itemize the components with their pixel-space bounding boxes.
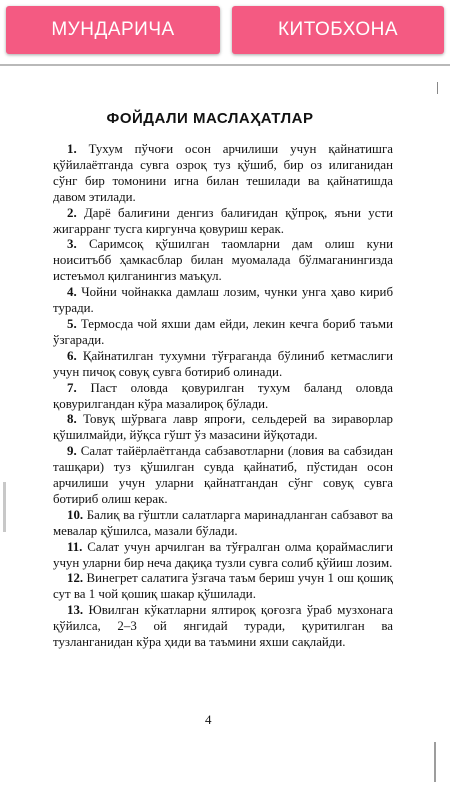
tip-item bbox=[53, 381, 393, 413]
tip-number: 6. bbox=[67, 348, 77, 363]
tip-item bbox=[53, 349, 393, 381]
scan-mark-right bbox=[434, 742, 436, 782]
tip-item bbox=[53, 508, 393, 540]
tip-text: Қайнатилган тухумни тўғраганда бўлиниб кетмаслиги учун пичоқ совуқ сувга ботириб олинади. bbox=[53, 348, 393, 379]
tip-number: 10. bbox=[67, 507, 84, 522]
tip-number: 5. bbox=[67, 316, 77, 331]
tip-text: Винегрет салатига ўзгача таъм бериш учун 1 ош қошиқ сут ва 1 чой қошиқ шакар қўшилади. bbox=[53, 571, 393, 602]
tip-number: 11. bbox=[67, 539, 83, 554]
tip-text: Балиқ ва гўштли салатларга маринадланган сабзавот ва мевалар қўшилса, мазали бўлади. bbox=[53, 507, 393, 538]
tip-text: Салат тайёрлаётганда сабзавотларни (ловия ва сабзидан ташқари) туз қўшилган сувда қайнатиб, пўстидан осон арчилиши учун уларни қайнатгандан сўнг совуқ сувга ботириб олиш керак. bbox=[53, 444, 393, 506]
tip-number: 4. bbox=[67, 285, 77, 300]
tip-text: Ювилган кўкатларни ялтироқ қоғозга ўраб музхонага қўйилса, 2–3 ой янгидай туради, қуритилган ва тузланганидан кўра ҳиди ва таъмини яхши сақлайди. bbox=[53, 603, 393, 650]
tip-item bbox=[53, 412, 393, 444]
tip-number: 9. bbox=[67, 444, 77, 459]
tip-text: Тухум пўчоғи осон арчилиши учун қайнатишга қўйилаётганда сувга озроқ туз қўшиб, бир оз илиганидан сўнг бир томонини игна билан тешилади ва қайнатишда давом этилади. bbox=[53, 142, 393, 204]
tip-item bbox=[53, 142, 393, 206]
tip-item bbox=[53, 285, 393, 317]
top-toolbar bbox=[0, 0, 450, 62]
contents-button[interactable]: МУНДАРИЧА bbox=[6, 6, 220, 54]
tip-number: 2. bbox=[67, 205, 77, 220]
tip-text: Салат учун арчилган ва тўғралган олма қораймаслиги учун уларни бир неча дақиқа тузли сувга солиб қўйиш лозим. bbox=[53, 539, 393, 570]
tip-item bbox=[53, 206, 393, 238]
scan-mark-right-top bbox=[437, 82, 438, 94]
tip-item bbox=[53, 237, 393, 285]
tip-number: 1. bbox=[67, 142, 77, 156]
library-button[interactable]: КИТОБХОНА bbox=[232, 6, 444, 54]
tip-text: Термосда чой яхши дам ейди, лекин кечга бориб таъми ўзгаради. bbox=[53, 316, 393, 347]
book-page bbox=[0, 62, 450, 800]
tip-item bbox=[53, 540, 393, 572]
tip-number: 13. bbox=[67, 603, 84, 618]
tip-number: 12. bbox=[67, 571, 84, 586]
tip-text: Чойни чойнакка дамлаш лозим, чунки унга ҳаво кириб туради. bbox=[53, 285, 393, 316]
tip-number: 7. bbox=[67, 380, 77, 395]
tip-text: Товуқ шўрвага лавр япроғи, сельдерей ва зираворлар қўшилмайди, йўқса гўшт ўз мазасини йўқотади. bbox=[53, 412, 394, 443]
page-scan-edge bbox=[0, 64, 450, 66]
page-number: 4 bbox=[205, 712, 212, 727]
tip-text: Дарё балиғини денгиз балиғидан қўпроқ, яъни усти жигарранг тусга киргунча қовуриш керак. bbox=[53, 205, 394, 236]
tip-item bbox=[53, 444, 393, 508]
tip-item bbox=[53, 317, 393, 349]
scan-mark-left bbox=[3, 482, 6, 532]
tips-list bbox=[53, 142, 393, 651]
tip-item bbox=[53, 571, 393, 603]
tip-number: 8. bbox=[67, 412, 77, 427]
tip-item bbox=[53, 603, 393, 651]
page-heading: ФОЙДАЛИ МАСЛАҲАТЛАР bbox=[106, 110, 314, 127]
tip-text: Паст оловда қовурилган тухум баланд оловда қовурилгандан кўра мазалироқ бўлади. bbox=[53, 380, 393, 411]
tip-number: 3. bbox=[67, 237, 77, 252]
tip-text: Саримсоқ қўшилган таомларни дам олиш куни ноиситъбб ҳамкасблар билан муомалада бўлмаганингизда истеъмол қилганингиз маъқул. bbox=[53, 237, 393, 284]
